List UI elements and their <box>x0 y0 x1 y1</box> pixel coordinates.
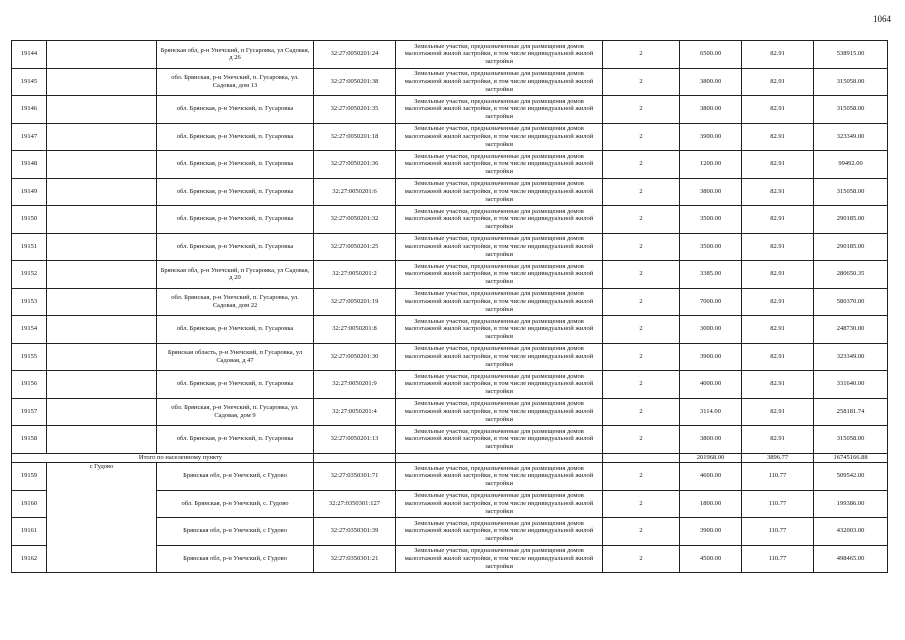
table-row <box>12 151 888 179</box>
cadastral-value-cell: 509542.00 <box>814 463 888 491</box>
rate-cell: 82.91 <box>742 343 814 371</box>
address-cell: обл. Брянская, р-н Унечский, п. Гусаровка <box>157 96 314 124</box>
group-cell: 2 <box>603 68 680 96</box>
land-use-cell: Земельные участки, предназначенные для размещения домов малоэтажной жилой застройки, в том числе индивидуальной жилой застройки <box>396 518 603 546</box>
area-cell: 3800.00 <box>680 68 742 96</box>
subtotal-area: 201968.00 <box>680 453 742 463</box>
land-use-cell: Земельные участки, предназначенные для размещения домов малоэтажной жилой застройки, в том числе индивидуальной жилой застройки <box>396 426 603 454</box>
rate-cell: 110.77 <box>742 545 814 573</box>
cadastral-number-cell: 32:27:0050201:4 <box>314 398 396 426</box>
cadastral-value-cell: 199386.00 <box>814 490 888 518</box>
settlement-cell <box>47 178 157 206</box>
cadastral-value-cell: 498465.00 <box>814 545 888 573</box>
cadastral-number-cell: 32:27:0050201:24 <box>314 41 396 69</box>
row-number: 19150 <box>12 206 47 234</box>
settlement-cell <box>47 96 157 124</box>
table-body-subtotal <box>12 453 888 463</box>
cadastral-number-cell: 32:27:0050201:2 <box>314 261 396 289</box>
area-cell: 3800.00 <box>680 426 742 454</box>
group-cell: 2 <box>603 490 680 518</box>
land-use-cell: Земельные участки, предназначенные для размещения домов малоэтажной жилой застройки, в том числе индивидуальной жилой застройки <box>396 261 603 289</box>
cadastral-value-cell: 258181.74 <box>814 398 888 426</box>
address-cell: обл. Брянская, р-н Унечский, п. Гусаровка <box>157 371 314 399</box>
settlement-name: с Гудово <box>47 463 157 573</box>
group-cell: 2 <box>603 288 680 316</box>
row-number: 19158 <box>12 426 47 454</box>
area-cell: 3385.00 <box>680 261 742 289</box>
subtotal-row <box>12 453 888 463</box>
address-cell: Брянская обл, р-н Унечский, п Гусаровка, ул Садовая, д 26 <box>157 41 314 69</box>
settlement-cell <box>47 288 157 316</box>
table-row <box>12 206 888 234</box>
rate-cell: 82.91 <box>742 123 814 151</box>
cadastral-number-cell: 32:27:0050201:8 <box>314 316 396 344</box>
row-number: 19148 <box>12 151 47 179</box>
group-cell: 2 <box>603 151 680 179</box>
rate-cell: 82.91 <box>742 398 814 426</box>
subtotal-rate: 3896.77 <box>742 453 814 463</box>
area-cell: 3114.00 <box>680 398 742 426</box>
address-cell: Брянская обл, р-н Унечский, с Гудово <box>157 463 314 491</box>
land-use-cell: Земельные участки, предназначенные для размещения домов малоэтажной жилой застройки, в том числе индивидуальной жилой застройки <box>396 68 603 96</box>
cadastral-value-cell: 315058.00 <box>814 426 888 454</box>
land-use-cell: Земельные участки, предназначенные для размещения домов малоэтажной жилой застройки, в том числе индивидуальной жилой застройки <box>396 206 603 234</box>
cadastral-number-cell: 32:27:0350301:21 <box>314 545 396 573</box>
address-cell: обл. Брянская, р-н Унечский, п. Гусаровка, ул. Садовая, дом 13 <box>157 68 314 96</box>
cadastral-number-cell: 32:27:0050201:6 <box>314 178 396 206</box>
group-cell: 2 <box>603 233 680 261</box>
land-use-cell: Земельные участки, предназначенные для размещения домов малоэтажной жилой застройки, в том числе индивидуальной жилой застройки <box>396 233 603 261</box>
cadastral-number-cell: 32:27:0050201:19 <box>314 288 396 316</box>
table-row <box>12 463 888 491</box>
settlement-cell <box>47 206 157 234</box>
area-cell: 3900.00 <box>680 123 742 151</box>
table-body-gudovo <box>12 463 888 573</box>
area-cell: 3900.00 <box>680 518 742 546</box>
settlement-cell <box>47 343 157 371</box>
address-cell: обл. Брянская, р-н Унечский, п. Гусаровка <box>157 206 314 234</box>
area-cell: 1200.00 <box>680 151 742 179</box>
land-use-cell: Земельные участки, предназначенные для размещения домов малоэтажной жилой застройки, в том числе индивидуальной жилой застройки <box>396 463 603 491</box>
address-cell: Брянская обл, р-н Унечский, с Гудово <box>157 518 314 546</box>
land-use-cell: Земельные участки, предназначенные для размещения домов малоэтажной жилой застройки, в том числе индивидуальной жилой застройки <box>396 316 603 344</box>
group-cell: 2 <box>603 463 680 491</box>
row-number: 19156 <box>12 371 47 399</box>
settlement-cell <box>47 123 157 151</box>
settlement-cell <box>47 316 157 344</box>
row-number: 19162 <box>12 545 47 573</box>
area-cell: 3800.00 <box>680 96 742 124</box>
address-cell: Брянская область, р-н Унечский, п Гусаровка, ул Садовая, д 47 <box>157 343 314 371</box>
subtotal-use-cell <box>396 453 603 463</box>
row-number: 19153 <box>12 288 47 316</box>
group-cell: 2 <box>603 123 680 151</box>
cadastral-value-cell: 280650.35 <box>814 261 888 289</box>
row-number: 19145 <box>12 68 47 96</box>
land-use-cell: Земельные участки, предназначенные для размещения домов малоэтажной жилой застройки, в том числе индивидуальной жилой застройки <box>396 41 603 69</box>
address-cell: обл. Брянская, р-н Унечский, с. Гудово <box>157 490 314 518</box>
settlement-cell <box>47 68 157 96</box>
rate-cell: 82.91 <box>742 96 814 124</box>
group-cell: 2 <box>603 41 680 69</box>
row-number: 19161 <box>12 518 47 546</box>
group-cell: 2 <box>603 178 680 206</box>
land-use-cell: Земельные участки, предназначенные для размещения домов малоэтажной жилой застройки, в том числе индивидуальной жилой застройки <box>396 288 603 316</box>
cadastral-number-cell: 32:27:0350301:39 <box>314 518 396 546</box>
group-cell: 2 <box>603 426 680 454</box>
rate-cell: 82.91 <box>742 151 814 179</box>
rate-cell: 82.91 <box>742 288 814 316</box>
cadastral-number-cell: 32:27:0050201:13 <box>314 426 396 454</box>
cadastral-number-cell: 32:27:0050201:38 <box>314 68 396 96</box>
area-cell: 7000.00 <box>680 288 742 316</box>
page-number: 1064 <box>873 14 891 24</box>
settlement-cell <box>47 426 157 454</box>
table-row <box>12 316 888 344</box>
land-use-cell: Земельные участки, предназначенные для размещения домов малоэтажной жилой застройки, в том числе индивидуальной жилой застройки <box>396 96 603 124</box>
cadastral-number-cell: 32:27:0050201:32 <box>314 206 396 234</box>
address-cell: обл. Брянская, р-н Унечский, п. Гусаровка <box>157 316 314 344</box>
rate-cell: 82.91 <box>742 261 814 289</box>
cadastral-value-cell: 323349.00 <box>814 123 888 151</box>
rate-cell: 82.91 <box>742 371 814 399</box>
area-cell: 4600.00 <box>680 463 742 491</box>
rate-cell: 82.91 <box>742 233 814 261</box>
group-cell: 2 <box>603 206 680 234</box>
cadastral-number-cell: 32:27:0050201:35 <box>314 96 396 124</box>
cadastral-number-cell: 32:27:0350301:71 <box>314 463 396 491</box>
land-use-cell: Земельные участки, предназначенные для размещения домов малоэтажной жилой застройки, в том числе индивидуальной жилой застройки <box>396 178 603 206</box>
group-cell: 2 <box>603 261 680 289</box>
row-number: 19147 <box>12 123 47 151</box>
land-use-cell: Земельные участки, предназначенные для размещения домов малоэтажной жилой застройки, в том числе индивидуальной жилой застройки <box>396 490 603 518</box>
subtotal-cadastral-cell <box>314 453 396 463</box>
table-row <box>12 288 888 316</box>
row-number: 19144 <box>12 41 47 69</box>
row-number: 19146 <box>12 96 47 124</box>
table-row <box>12 123 888 151</box>
land-use-cell: Земельные участки, предназначенные для размещения домов малоэтажной жилой застройки, в том числе индивидуальной жилой застройки <box>396 151 603 179</box>
group-cell: 2 <box>603 96 680 124</box>
table-row <box>12 426 888 454</box>
settlement-cell <box>47 398 157 426</box>
cadastral-value-cell: 315058.00 <box>814 68 888 96</box>
group-cell: 2 <box>603 398 680 426</box>
address-cell: обл. Брянская, р-н Унечский, п. Гусаровка, ул. Садовая, дом 9 <box>157 398 314 426</box>
group-cell: 2 <box>603 343 680 371</box>
land-use-cell: Земельные участки, предназначенные для размещения домов малоэтажной жилой застройки, в том числе индивидуальной жилой застройки <box>396 398 603 426</box>
area-cell: 6500.00 <box>680 41 742 69</box>
cadastral-value-cell: 538915.00 <box>814 41 888 69</box>
row-number: 19157 <box>12 398 47 426</box>
area-cell: 1800.00 <box>680 490 742 518</box>
cadastral-value-cell: 290185.00 <box>814 233 888 261</box>
cadastral-value-table <box>11 40 888 573</box>
cadastral-number-cell: 32:27:0050201:9 <box>314 371 396 399</box>
cadastral-number-cell: 32:27:0050201:18 <box>314 123 396 151</box>
cadastral-value-cell: 432003.00 <box>814 518 888 546</box>
table-row <box>12 96 888 124</box>
land-use-cell: Земельные участки, предназначенные для размещения домов малоэтажной жилой застройки, в том числе индивидуальной жилой застройки <box>396 545 603 573</box>
cadastral-value-cell: 290185.00 <box>814 206 888 234</box>
rate-cell: 82.91 <box>742 316 814 344</box>
cadastral-value-cell: 248730.00 <box>814 316 888 344</box>
area-cell: 4500.00 <box>680 545 742 573</box>
area-cell: 3900.00 <box>680 343 742 371</box>
rate-cell: 82.91 <box>742 426 814 454</box>
cadastral-value-cell: 99492.00 <box>814 151 888 179</box>
address-cell: обл. Брянская, р-н Унечский, п. Гусаровка <box>157 426 314 454</box>
subtotal-value: 16745166.88 <box>814 453 888 463</box>
table-row <box>12 41 888 69</box>
rate-cell: 110.77 <box>742 518 814 546</box>
address-cell: Брянская обл, р-н Унечский, п Гусаровка, ул Садовая, д 20 <box>157 261 314 289</box>
cadastral-number-cell: 32:27:0050201:25 <box>314 233 396 261</box>
subtotal-label: Итого по населенному пункту <box>12 453 314 463</box>
rate-cell: 82.91 <box>742 68 814 96</box>
land-use-cell: Земельные участки, предназначенные для размещения домов малоэтажной жилой застройки, в том числе индивидуальной жилой застройки <box>396 371 603 399</box>
address-cell: обл. Брянская, р-н Унечский, п. Гусаровка <box>157 233 314 261</box>
settlement-cell <box>47 371 157 399</box>
rate-cell: 82.91 <box>742 206 814 234</box>
row-number: 19155 <box>12 343 47 371</box>
table-row <box>12 68 888 96</box>
area-cell: 3500.00 <box>680 233 742 261</box>
settlement-cell <box>47 151 157 179</box>
row-number: 19151 <box>12 233 47 261</box>
cadastral-value-cell: 331640.00 <box>814 371 888 399</box>
land-use-cell: Земельные участки, предназначенные для размещения домов малоэтажной жилой застройки, в том числе индивидуальной жилой застройки <box>396 123 603 151</box>
group-cell: 2 <box>603 545 680 573</box>
table-row <box>12 343 888 371</box>
cadastral-value-cell: 323349.00 <box>814 343 888 371</box>
group-cell: 2 <box>603 371 680 399</box>
cadastral-value-cell: 315058.00 <box>814 178 888 206</box>
cadastral-value-cell: 315058.00 <box>814 96 888 124</box>
area-cell: 3800.00 <box>680 178 742 206</box>
settlement-cell <box>47 261 157 289</box>
subtotal-group-cell <box>603 453 680 463</box>
settlement-cell <box>47 233 157 261</box>
table-row <box>12 233 888 261</box>
address-cell: обл. Брянская, р-н Унечский, п. Гусаровка <box>157 151 314 179</box>
address-cell: обл. Брянская, р-н Унечский, п. Гусаровка <box>157 178 314 206</box>
row-number: 19160 <box>12 490 47 518</box>
address-cell: обл. Брянская, р-н Унечский, п. Гусаровка <box>157 123 314 151</box>
row-number: 19152 <box>12 261 47 289</box>
cadastral-number-cell: 32:27:0050201:30 <box>314 343 396 371</box>
table-row <box>12 371 888 399</box>
rate-cell: 82.91 <box>742 41 814 69</box>
table-row <box>12 178 888 206</box>
area-cell: 4000.00 <box>680 371 742 399</box>
settlement-cell <box>47 41 157 69</box>
area-cell: 3000.00 <box>680 316 742 344</box>
address-cell: Брянская обл, р-н Унечский, с Гудово <box>157 545 314 573</box>
table-row <box>12 261 888 289</box>
rate-cell: 82.91 <box>742 178 814 206</box>
rate-cell: 110.77 <box>742 463 814 491</box>
rate-cell: 110.77 <box>742 490 814 518</box>
cadastral-number-cell: 32:27:0050201:36 <box>314 151 396 179</box>
table-row <box>12 398 888 426</box>
row-number: 19149 <box>12 178 47 206</box>
address-cell: обл. Брянская, р-н Унечский, п. Гусаровка, ул. Садовая, дом 22 <box>157 288 314 316</box>
land-use-cell: Земельные участки, предназначенные для размещения домов малоэтажной жилой застройки, в том числе индивидуальной жилой застройки <box>396 343 603 371</box>
table-body-gusarovka <box>12 41 888 454</box>
group-cell: 2 <box>603 518 680 546</box>
row-number: 19159 <box>12 463 47 491</box>
group-cell: 2 <box>603 316 680 344</box>
row-number: 19154 <box>12 316 47 344</box>
area-cell: 3500.00 <box>680 206 742 234</box>
cadastral-number-cell: 32:27:0350301:127 <box>314 490 396 518</box>
cadastral-value-cell: 580370.00 <box>814 288 888 316</box>
